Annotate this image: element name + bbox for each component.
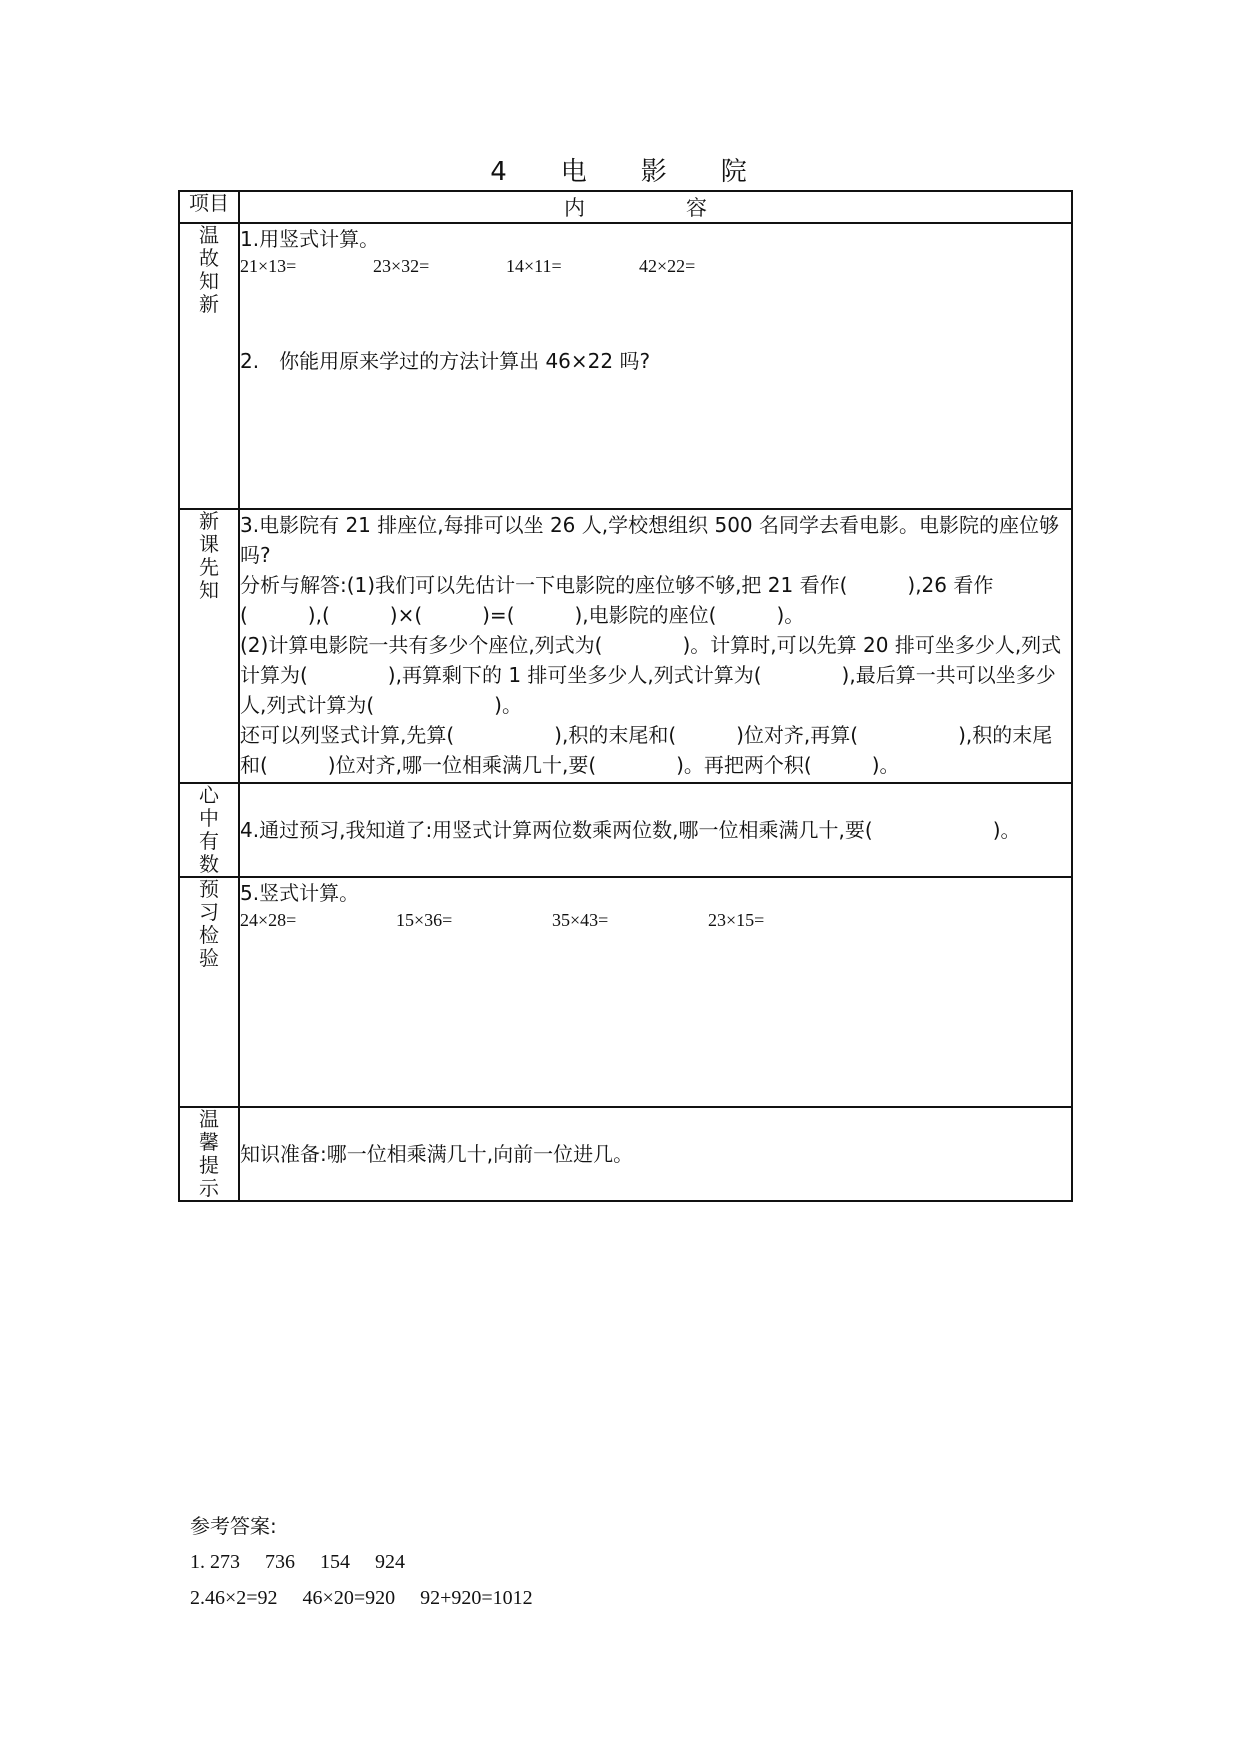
section-new-lesson-row xyxy=(179,509,1072,783)
tips-text: 知识准备:哪一位相乘满几十,向前一位进几。 xyxy=(240,1142,634,1166)
preview-sheet-table xyxy=(178,190,1073,1202)
page-title: 4 电 影 院 xyxy=(490,157,761,187)
section-label-new-lesson xyxy=(179,509,239,783)
question-4-text: 4.通过预习,我知道了:用竖式计算两位数乘两位数,哪一位相乘满几十,要( )。 xyxy=(240,818,1021,842)
section-tips-content xyxy=(239,1107,1072,1201)
section-label-text: 温故知新 xyxy=(199,223,219,316)
header-content-label: 内 容 xyxy=(564,196,747,220)
answer-key xyxy=(190,1508,533,1616)
calc-item: 24×28= xyxy=(240,910,297,930)
analysis-part-2: (2)计算电影院一共有多少个座位,列式为( )。计算时,可以先算 20 排可坐多少人,列式计算为( ),再算剩下的 1 排可坐多少人,列式计算为( ),最后算一共可以坐多少人,列式计算为( )。 xyxy=(240,633,1062,717)
answer-line-2: 2.46×2=92 46×20=920 92+920=1012 xyxy=(190,1587,533,1609)
section-label-tips xyxy=(179,1107,239,1201)
analysis-part-1: 分析与解答:(1)我们可以先估计一下电影院的座位够不够,把 21 看作( ),26 看作( ),( )×( )=( ),电影院的座位( )。 xyxy=(240,573,994,627)
calc-item: 15×36= xyxy=(396,910,453,930)
section-label-text: 温馨提示 xyxy=(199,1107,219,1200)
section-label-text: 新课先知 xyxy=(199,509,219,602)
analysis-part-3: 还可以列竖式计算,先算( ),积的末尾和( )位对齐,再算( ),积的末尾和( )位对齐,哪一位相乘满几十,要( )。再把两个积( )。 xyxy=(240,723,1053,777)
question-5-title: 5.竖式计算。 xyxy=(240,881,360,905)
question-5-items xyxy=(240,908,1071,932)
calc-item: 21×13= xyxy=(240,256,297,276)
question-2-text: 2. 你能用原来学过的方法计算出 46×22 吗? xyxy=(240,349,651,373)
section-summary-content xyxy=(239,783,1072,877)
question-3-text: 3.电影院有 21 排座位,每排可以坐 26 人,学校想组织 500 名同学去看电影。电影院的座位够吗? xyxy=(240,513,1060,567)
section-label-text: 心中有数 xyxy=(199,783,219,876)
calc-item: 23×15= xyxy=(708,910,765,930)
calc-item: 35×43= xyxy=(552,910,609,930)
header-project: 项目 xyxy=(179,191,239,223)
section-label-check xyxy=(179,877,239,1107)
section-tips-row xyxy=(179,1107,1072,1201)
section-check-content xyxy=(239,877,1072,1107)
section-new-lesson-content xyxy=(239,509,1072,783)
table-header-row xyxy=(179,191,1072,223)
section-check-row xyxy=(179,877,1072,1107)
section-review-content xyxy=(239,223,1072,509)
question-1-items xyxy=(240,254,1071,278)
section-label-summary xyxy=(179,783,239,877)
section-summary-row xyxy=(179,783,1072,877)
calc-item: 42×22= xyxy=(639,256,696,276)
section-label-review xyxy=(179,223,239,509)
answer-line-1: 1. 273 736 154 924 xyxy=(190,1551,405,1573)
question-1-title: 1.用竖式计算。 xyxy=(240,227,380,251)
calc-item: 14×11= xyxy=(506,256,562,276)
section-review-row xyxy=(179,223,1072,509)
answer-key-title: 参考答案: xyxy=(190,1514,277,1538)
calc-item: 23×32= xyxy=(373,256,430,276)
section-label-text: 预习检验 xyxy=(199,877,219,970)
header-content xyxy=(239,191,1072,223)
